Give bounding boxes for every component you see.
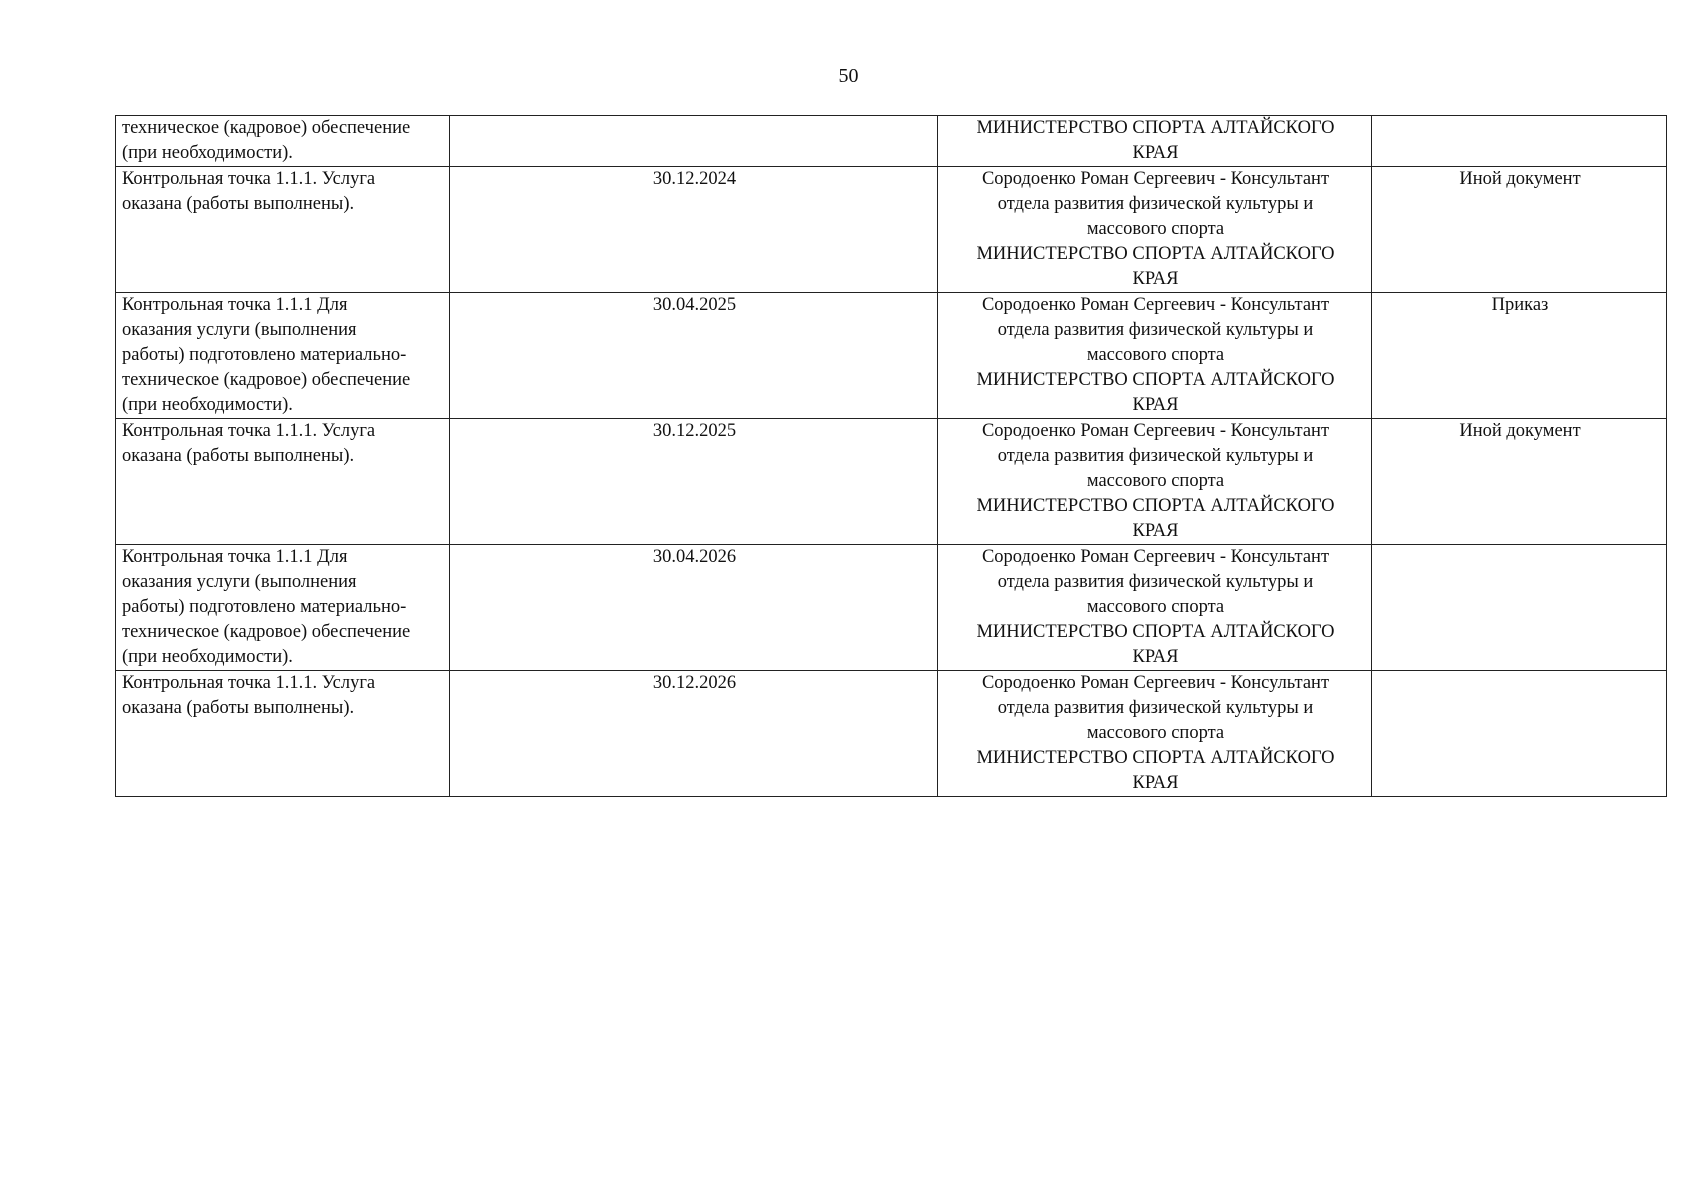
table-row xyxy=(116,167,1667,293)
document-type xyxy=(1372,545,1667,671)
control-point-description xyxy=(116,293,450,419)
responsible-line: массового спорта xyxy=(1086,219,1225,239)
description-line: Контрольная точка 1.1.1. Услуга xyxy=(122,169,376,189)
responsible-person xyxy=(938,671,1372,797)
responsible-line: КРАЯ xyxy=(1132,647,1179,667)
responsible-line: массового спорта xyxy=(1086,723,1225,743)
description-line: Контрольная точка 1.1.1. Услуга xyxy=(122,421,376,441)
responsible-person xyxy=(938,545,1372,671)
description-line: работы) подготовлено материально- xyxy=(122,345,407,365)
description-line: оказана (работы выполнены). xyxy=(122,698,355,718)
responsible-line: Сородоенко Роман Сергеевич - Консультант xyxy=(981,421,1330,441)
description-line: Контрольная точка 1.1.1 Для xyxy=(122,547,348,567)
responsible-person xyxy=(938,293,1372,419)
description-line: (при необходимости). xyxy=(122,395,293,415)
due-date: 30.04.2026 xyxy=(450,545,938,671)
due-date: 30.12.2024 xyxy=(450,167,938,293)
control-point-description xyxy=(116,419,450,545)
responsible-line: МИНИСТЕРСТВО СПОРТА АЛТАЙСКОГО xyxy=(976,118,1335,138)
document-type: Иной документ xyxy=(1372,167,1667,293)
responsible-person xyxy=(938,167,1372,293)
responsible-line: Сородоенко Роман Сергеевич - Консультант xyxy=(981,547,1330,567)
responsible-line: отдела развития физической культуры и xyxy=(997,446,1314,466)
page-number: 50 xyxy=(838,65,859,87)
responsible-line: КРАЯ xyxy=(1132,773,1179,793)
description-line: работы) подготовлено материально- xyxy=(122,597,407,617)
responsible-line: КРАЯ xyxy=(1132,269,1179,289)
due-date: 30.04.2025 xyxy=(450,293,938,419)
control-points-table xyxy=(115,115,1667,797)
description-line: (при необходимости). xyxy=(122,647,293,667)
control-point-description xyxy=(116,671,450,797)
table-row xyxy=(116,545,1667,671)
table-row xyxy=(116,116,1667,167)
document-type xyxy=(1372,671,1667,797)
description-line: оказана (работы выполнены). xyxy=(122,446,355,466)
description-line: оказания услуги (выполнения xyxy=(122,320,357,340)
description-line: оказания услуги (выполнения xyxy=(122,572,357,592)
responsible-line: массового спорта xyxy=(1086,471,1225,491)
responsible-line: массового спорта xyxy=(1086,345,1225,365)
document-type xyxy=(1372,116,1667,167)
responsible-line: КРАЯ xyxy=(1132,521,1179,541)
responsible-line: массового спорта xyxy=(1086,597,1225,617)
due-date xyxy=(450,116,938,167)
table-row xyxy=(116,671,1667,797)
description-line: техническое (кадровое) обеспечение xyxy=(122,370,411,390)
responsible-line: МИНИСТЕРСТВО СПОРТА АЛТАЙСКОГО xyxy=(976,748,1335,768)
table-row xyxy=(116,293,1667,419)
description-line: Контрольная точка 1.1.1 Для xyxy=(122,295,348,315)
description-line: техническое (кадровое) обеспечение xyxy=(122,622,411,642)
responsible-line: отдела развития физической культуры и xyxy=(997,572,1314,592)
table-body xyxy=(116,116,1667,797)
responsible-line: КРАЯ xyxy=(1132,143,1179,163)
responsible-person xyxy=(938,419,1372,545)
document-type: Приказ xyxy=(1372,293,1667,419)
responsible-line: отдела развития физической культуры и xyxy=(997,698,1314,718)
description-line: оказана (работы выполнены). xyxy=(122,194,355,214)
responsible-line: Сородоенко Роман Сергеевич - Консультант xyxy=(981,295,1330,315)
responsible-line: МИНИСТЕРСТВО СПОРТА АЛТАЙСКОГО xyxy=(976,622,1335,642)
responsible-person xyxy=(938,116,1372,167)
responsible-line: МИНИСТЕРСТВО СПОРТА АЛТАЙСКОГО xyxy=(976,244,1335,264)
due-date: 30.12.2026 xyxy=(450,671,938,797)
due-date: 30.12.2025 xyxy=(450,419,938,545)
responsible-line: отдела развития физической культуры и xyxy=(997,194,1314,214)
description-line: (при необходимости). xyxy=(122,143,293,163)
responsible-line: Сородоенко Роман Сергеевич - Консультант xyxy=(981,673,1330,693)
responsible-line: МИНИСТЕРСТВО СПОРТА АЛТАЙСКОГО xyxy=(976,496,1335,516)
responsible-line: КРАЯ xyxy=(1132,395,1179,415)
control-point-description xyxy=(116,116,450,167)
control-point-description xyxy=(116,545,450,671)
description-line: Контрольная точка 1.1.1. Услуга xyxy=(122,673,376,693)
description-line: техническое (кадровое) обеспечение xyxy=(122,118,411,138)
responsible-line: МИНИСТЕРСТВО СПОРТА АЛТАЙСКОГО xyxy=(976,370,1335,390)
responsible-line: отдела развития физической культуры и xyxy=(997,320,1314,340)
document-type: Иной документ xyxy=(1372,419,1667,545)
table-row xyxy=(116,419,1667,545)
responsible-line: Сородоенко Роман Сергеевич - Консультант xyxy=(981,169,1330,189)
control-point-description xyxy=(116,167,450,293)
